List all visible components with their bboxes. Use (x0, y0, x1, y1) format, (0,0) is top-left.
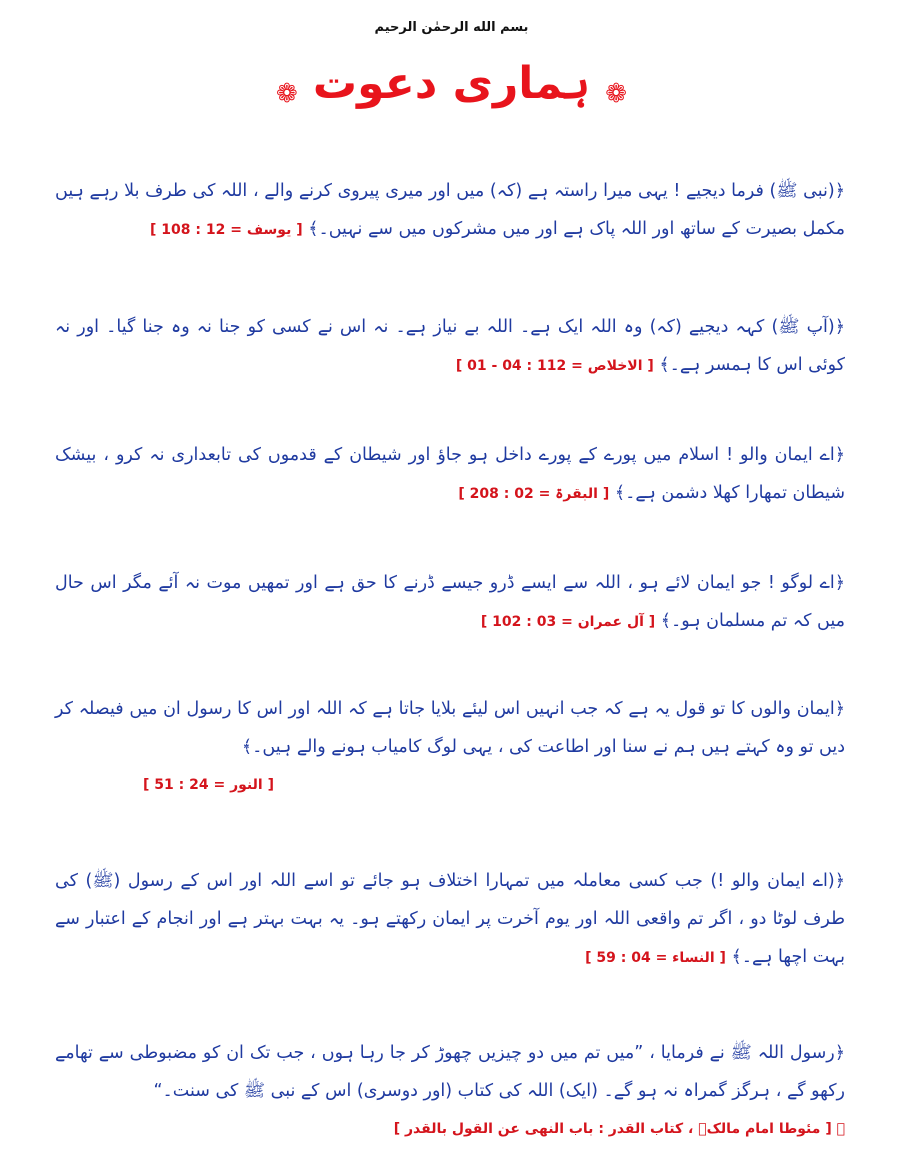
title-block (0, 58, 903, 109)
bismillah: بسم الله الرحمٰن الرحیم (374, 20, 529, 35)
verse-reference: [ البقرۃ = 02 : 208 ] (458, 486, 610, 502)
verse-reference: [ النور = 24 : 51 ] (143, 777, 274, 793)
verse-reference: [ یوسف = 12 : 108 ] (150, 222, 303, 238)
verse-text: ﴿(آپ ﷺ) کہہ دیجیے (کہ) وہ اللہ ایک ہے۔ اللہ بے نیاز ہے۔ نہ اس نے کسی کو جنا نہ وہ جنا گیا۔ اور نہ کوئی اس کا ہمسر ہے۔﴾ (55, 317, 845, 375)
verse-text: ﴿(اے ایمان والو !) جب کسی معاملہ میں تمہارا اختلاف ہو جائے تو اسے اللہ اور اس کے رسول (ﷺ) کی طرف لوٹا دو ، اگر تم واقعی اللہ اور یوم آخرت پر ایمان رکھتے ہو۔ یہ بہت بہتر ہے اور انجام کے اعتبار سے بہت اچھا ہے۔﴾ (55, 871, 845, 967)
verse-text: ﴿رسول اللہ ﷺ نے فرمایا ، ”میں تم میں دو چیزیں چھوڑ کر جا رہا ہوں ، جب تک ان کو مضبوطی سے تھامے رکھو گے ، ہرگز گمراہ نہ ہو گے۔ (ایک) اللہ کی کتاب (اور دوسری) اس کے نبی ﷺ کی سنت۔“ (55, 1043, 845, 1101)
verse-block-1 (55, 172, 845, 249)
verse-block-5 (55, 690, 845, 804)
verse-text: ﴿اے لوگو ! جو ایمان لائے ہو ، اللہ سے ایسے ڈرو جیسے ڈرنے کا حق ہے اور تمھیں موت نہ آئے مگر اس حال میں کہ تم مسلمان ہو۔﴾ (55, 573, 845, 631)
verse-text: ﴿ایمان والوں کا تو قول یہ ہے کہ جب انہیں اس لیئے بلایا جاتا ہے کہ اللہ اور اس کا رسول ان میں فیصلہ کر دیں تو وہ کہتے ہیں ہم نے سنا اور اطاعت کی ، یہی لوگ کامیاب ہونے والے ہیں۔﴾ (55, 699, 845, 757)
verse-text: ﴿اے ایمان والو ! اسلام میں پورے کے پورے داخل ہو جاؤ اور شیطان کے قدموں کی تابعداری نہ کرو ، بیشک شیطان تمھارا کھلا دشمن ہے۔﴾ (55, 445, 845, 503)
page-title: ہماری دعوت (312, 58, 591, 109)
flower-ornament-icon: ❁ (276, 78, 298, 109)
verse-block-4 (55, 564, 845, 641)
verse-text: ﴿(نبی ﷺ) فرما دیجیے ! یہی میرا راستہ ہے (کہ) میں اور میری پیروی کرنے والے ، اللہ کی طرف بلا رہے ہیں مکمل بصیرت کے ساتھ اور اللہ پاک ہے اور میں مشرکوں میں سے نہیں۔﴾ (55, 181, 845, 239)
verse-reference: [ آل عمران = 03 : 102 ] (480, 614, 656, 630)
verse-block-3 (55, 436, 845, 513)
verse-reference: ﴾ [ مئوطا امام مالکؒ ، کتاب القدر : باب النھی عن القول بالقدر ] (393, 1121, 845, 1137)
verse-block-2 (55, 308, 845, 385)
flower-ornament-icon: ❁ (605, 78, 627, 109)
verse-reference: [ الاخلاص = 112 : 04 - 01 ] (455, 358, 654, 374)
verse-block-7 (55, 1034, 845, 1148)
verse-reference: [ النساء = 04 : 59 ] (585, 950, 726, 966)
verse-block-6 (55, 862, 845, 977)
